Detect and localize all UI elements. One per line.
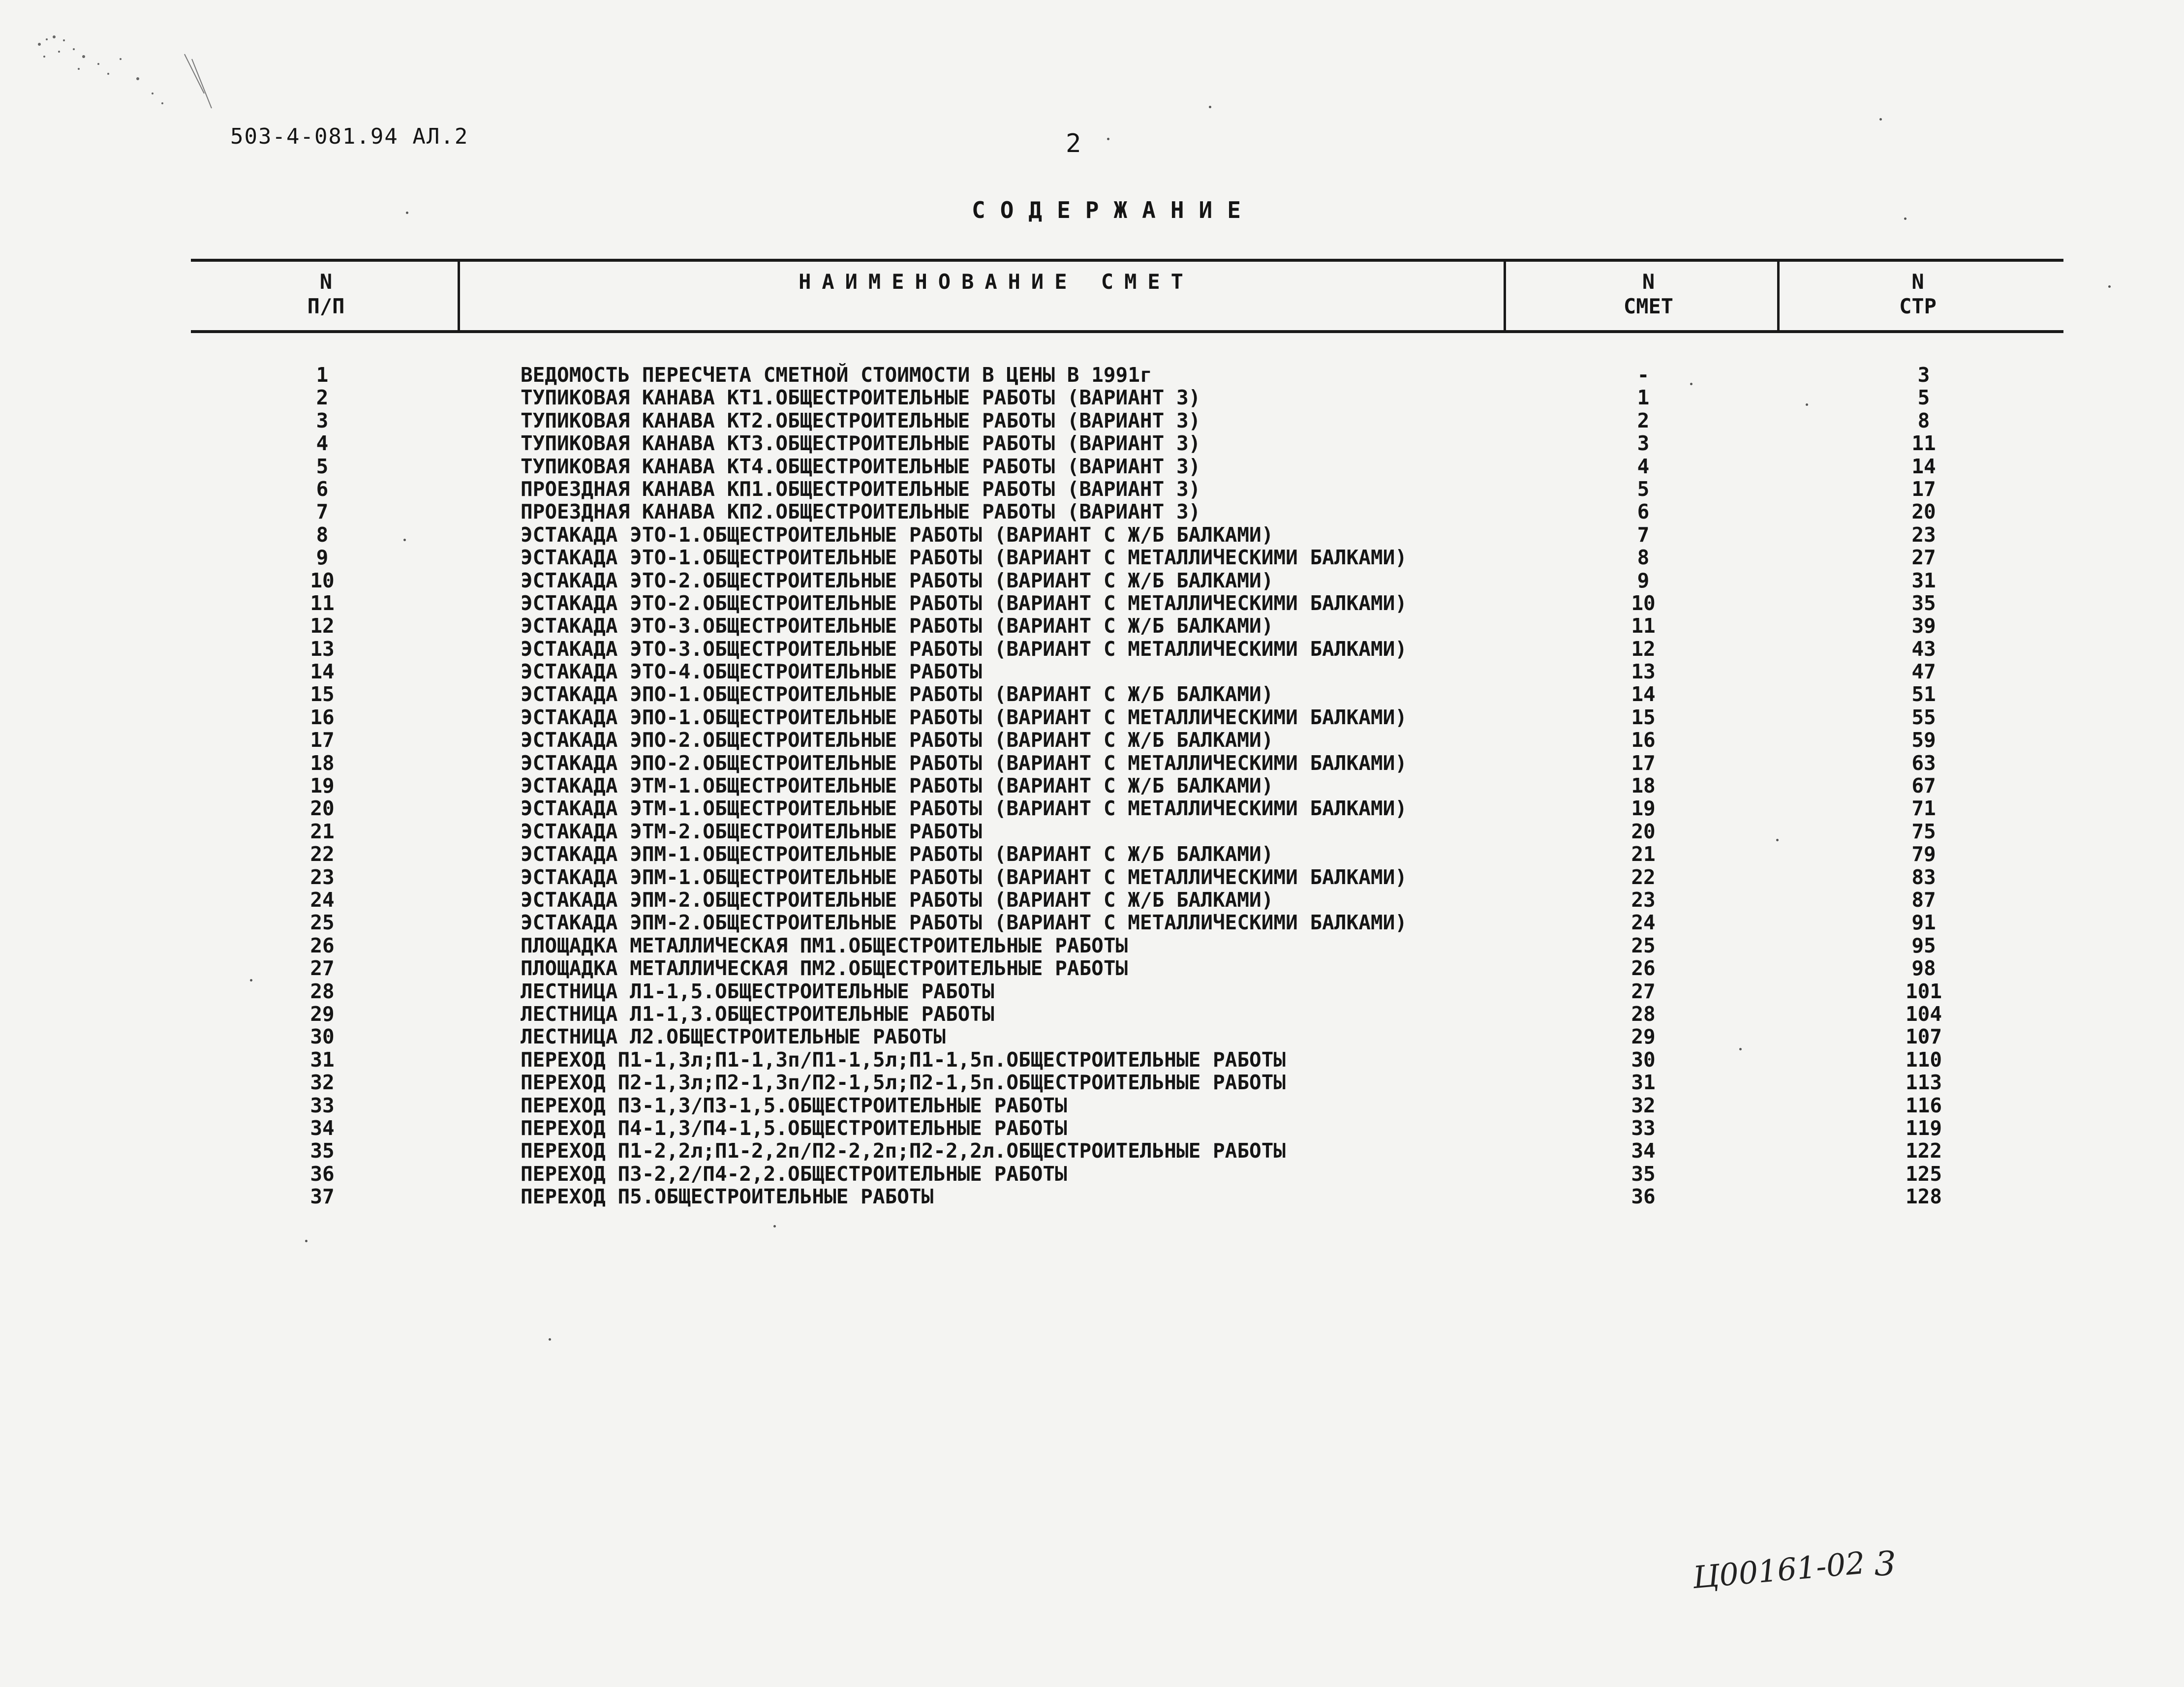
row-estimate-name: ЭСТАКАДА ЭТО-2.ОБЩЕСТРОИТЕЛЬНЫЕ РАБОТЫ (ВАРИАНТ С Ж/Б БАЛКАМИ) [521,568,1274,592]
row-estimate-name: ПЛОЩАДКА МЕТАЛЛИЧЕСКАЯ ПМ1.ОБЩЕСТРОИТЕЛЬНЫЕ РАБОТЫ [521,933,1128,957]
row-page-number: 87 [1911,888,1936,912]
table-row [0,1071,2184,1094]
scan-speck [1879,118,1882,121]
row-estimate-number: 36 [1631,1185,1656,1209]
row-page-number: 47 [1911,660,1936,684]
table-row [0,1185,2184,1208]
row-page-number: 63 [1911,751,1936,775]
scan-speck [250,979,252,982]
row-page-number: 59 [1911,728,1936,752]
column-header-number [192,270,460,319]
row-estimate-number: 32 [1631,1093,1656,1117]
row-page-number: 119 [1905,1116,1942,1140]
row-page-number: 43 [1911,637,1936,661]
row-number: 10 [310,568,335,592]
row-estimate-number: 35 [1631,1162,1656,1186]
row-estimate-number: 9 [1637,568,1650,592]
document-code: 503-4-081.94 АЛ.2 [230,124,469,149]
row-estimate-name: ПЕРЕХОД П1-1,3л;П1-1,3п/П1-1,5л;П1-1,5п.ОБЩЕСТРОИТЕЛЬНЫЕ РАБОТЫ [521,1047,1286,1072]
row-estimate-number: 3 [1637,431,1650,456]
row-estimate-name: ПЕРЕХОД П3-2,2/П4-2,2.ОБЩЕСТРОИТЕЛЬНЫЕ РАБОТЫ [521,1162,1067,1186]
row-number: 37 [310,1185,335,1209]
table-row [0,774,2184,797]
row-estimate-name: ЭСТАКАДА ЭПО-2.ОБЩЕСТРОИТЕЛЬНЫЕ РАБОТЫ (ВАРИАНТ С Ж/Б БАЛКАМИ) [521,728,1274,752]
sheet-number: 2 [1066,129,1081,158]
row-estimate-number: 11 [1631,614,1656,638]
row-estimate-name: ПРОЕЗДНАЯ КАНАВА КП1.ОБЩЕСТРОИТЕЛЬНЫЕ РАБОТЫ (ВАРИАНТ 3) [521,477,1201,501]
row-page-number: 23 [1911,522,1936,547]
handwritten-page-number: 3 [1875,1545,1896,1584]
table-row [0,729,2184,751]
row-estimate-number: 10 [1631,591,1656,615]
table-row [0,638,2184,660]
row-estimate-name: ЭСТАКАДА ЭТО-1.ОБЩЕСТРОИТЕЛЬНЫЕ РАБОТЫ (ВАРИАНТ С Ж/Б БАЛКАМИ) [521,522,1274,547]
table-header-bottom-rule [191,330,2063,333]
table-row [0,820,2184,843]
scan-speck [1209,106,1211,108]
table-row [0,455,2184,478]
row-number: 24 [310,888,335,912]
row-estimate-number: 29 [1631,1025,1656,1049]
row-estimate-name: ЛЕСТНИЦА Л1-1,3.ОБЩЕСТРОИТЕЛЬНЫЕ РАБОТЫ [521,1002,994,1026]
table-row [0,1139,2184,1162]
row-estimate-name: ЭСТАКАДА ЭТМ-2.ОБЩЕСТРОИТЕЛЬНЫЕ РАБОТЫ [521,819,982,843]
row-page-number: 125 [1905,1162,1942,1186]
row-estimate-name: ЭСТАКАДА ЭТО-4.ОБЩЕСТРОИТЕЛЬНЫЕ РАБОТЫ [521,660,982,684]
scan-noise-corner [10,10,216,157]
table-row [0,386,2184,409]
row-number: 21 [310,819,335,843]
row-estimate-name: ЭСТАКАДА ЭТО-3.ОБЩЕСТРОИТЕЛЬНЫЕ РАБОТЫ (ВАРИАНТ С МЕТАЛЛИЧЕСКИМИ БАЛКАМИ) [521,637,1407,661]
column-header-page-line1: N [1911,270,1924,294]
table-row [0,523,2184,546]
row-estimate-number: 19 [1631,797,1656,821]
row-estimate-number: 22 [1631,865,1656,889]
scan-speck [1107,138,1109,140]
row-number: 36 [310,1162,335,1186]
scan-speck [773,1225,776,1227]
row-estimate-name: ЭСТАКАДА ЭПО-1.ОБЩЕСТРОИТЕЛЬНЫЕ РАБОТЫ (ВАРИАНТ С МЕТАЛЛИЧЕСКИМИ БАЛКАМИ) [521,705,1407,729]
row-estimate-number: 15 [1631,705,1656,729]
column-header-name: НАИМЕНОВАНИЕ СМЕТ [799,270,1194,294]
row-estimate-name: ПЕРЕХОД П2-1,3л;П2-1,3п/П2-1,5л;П2-1,5п.ОБЩЕСТРОИТЕЛЬНЫЕ РАБОТЫ [521,1071,1286,1095]
table-row [0,1003,2184,1025]
scan-speck [1806,403,1808,406]
row-estimate-number: 34 [1631,1139,1656,1163]
row-estimate-number: 6 [1637,500,1650,524]
row-estimate-name: ЭСТАКАДА ЭПМ-2.ОБЩЕСТРОИТЕЛЬНЫЕ РАБОТЫ (ВАРИАНТ С МЕТАЛЛИЧЕСКИМИ БАЛКАМИ) [521,911,1407,935]
row-number: 30 [310,1025,335,1049]
row-page-number: 71 [1911,797,1936,821]
column-header-estimate-line1: N [1642,270,1655,294]
row-estimate-number: 17 [1631,751,1656,775]
scan-speck [2108,285,2111,288]
row-number: 32 [310,1071,335,1095]
row-number: 3 [316,408,329,432]
row-number: 17 [310,728,335,752]
row-page-number: 95 [1911,933,1936,957]
row-number: 34 [310,1116,335,1140]
row-number: 26 [310,933,335,957]
row-estimate-name: ВЕДОМОСТЬ ПЕРЕСЧЕТА СМЕТНОЙ СТОИМОСТИ В ЦЕНЫ В 1991г [521,363,1152,387]
scan-speck [1904,217,1907,220]
row-estimate-number: 18 [1631,774,1656,798]
row-estimate-name: ЭСТАКАДА ЭПМ-1.ОБЩЕСТРОИТЕЛЬНЫЕ РАБОТЫ (ВАРИАНТ С Ж/Б БАЛКАМИ) [521,842,1274,866]
scan-speck [549,1338,551,1341]
row-estimate-name: ЭСТАКАДА ЭТО-1.ОБЩЕСТРОИТЕЛЬНЫЕ РАБОТЫ (ВАРИАНТ С МЕТАЛЛИЧЕСКИМИ БАЛКАМИ) [521,546,1407,570]
row-page-number: 128 [1905,1185,1942,1209]
row-estimate-number: 31 [1631,1071,1656,1095]
table-row [0,478,2184,500]
table-row [0,364,2184,386]
row-page-number: 75 [1911,819,1936,843]
row-number: 33 [310,1093,335,1117]
row-page-number: 67 [1911,774,1936,798]
row-page-number: 17 [1911,477,1936,501]
row-number: 31 [310,1047,335,1072]
row-estimate-name: ЭСТАКАДА ЭТМ-1.ОБЩЕСТРОИТЕЛЬНЫЕ РАБОТЫ (ВАРИАНТ С МЕТАЛЛИЧЕСКИМИ БАЛКАМИ) [521,797,1407,821]
row-number: 13 [310,637,335,661]
row-page-number: 3 [1917,363,1930,387]
row-number: 28 [310,979,335,1003]
row-estimate-name: ПРОЕЗДНАЯ КАНАВА КП2.ОБЩЕСТРОИТЕЛЬНЫЕ РАБОТЫ (ВАРИАНТ 3) [521,500,1201,524]
table-row [0,1117,2184,1139]
row-page-number: 31 [1911,568,1936,592]
row-estimate-name: ПЛОЩАДКА МЕТАЛЛИЧЕСКАЯ ПМ2.ОБЩЕСТРОИТЕЛЬНЫЕ РАБОТЫ [521,956,1128,981]
table-row [0,1025,2184,1048]
row-estimate-number: 30 [1631,1047,1656,1072]
row-estimate-name: ЭСТАКАДА ЭТО-3.ОБЩЕСТРОИТЕЛЬНЫЕ РАБОТЫ (ВАРИАНТ С Ж/Б БАЛКАМИ) [521,614,1274,638]
page-title: СОДЕРЖАНИЕ [972,197,1256,223]
row-page-number: 91 [1911,911,1936,935]
table-row [0,752,2184,774]
row-number: 4 [316,431,329,456]
row-number: 14 [310,660,335,684]
row-estimate-name: ТУПИКОВАЯ КАНАВА КТ3.ОБЩЕСТРОИТЕЛЬНЫЕ РАБОТЫ (ВАРИАНТ 3) [521,431,1201,456]
row-estimate-number: 12 [1631,637,1656,661]
table-row [0,546,2184,569]
table-row [0,409,2184,432]
row-page-number: 5 [1917,386,1930,410]
row-page-number: 55 [1911,705,1936,729]
table-row [0,592,2184,614]
scan-speck [403,539,406,541]
row-estimate-number: 2 [1637,408,1650,432]
table-row [0,866,2184,889]
column-divider [1504,260,1506,332]
column-header-page [1780,270,2056,319]
row-number: 11 [310,591,335,615]
table-row [0,660,2184,683]
row-page-number: 122 [1905,1139,1942,1163]
scan-speck [1739,1048,1742,1050]
row-page-number: 83 [1911,865,1936,889]
table-row [0,706,2184,729]
row-estimate-name: ЭСТАКАДА ЭПМ-2.ОБЩЕСТРОИТЕЛЬНЫЕ РАБОТЫ (ВАРИАНТ С Ж/Б БАЛКАМИ) [521,888,1274,912]
row-estimate-name: ЛЕСТНИЦА Л2.ОБЩЕСТРОИТЕЛЬНЫЕ РАБОТЫ [521,1025,946,1049]
table-row [0,889,2184,911]
row-estimate-name: ЭСТАКАДА ЭПО-2.ОБЩЕСТРОИТЕЛЬНЫЕ РАБОТЫ (ВАРИАНТ С МЕТАЛЛИЧЕСКИМИ БАЛКАМИ) [521,751,1407,775]
row-estimate-name: ПЕРЕХОД П5.ОБЩЕСТРОИТЕЛЬНЫЕ РАБОТЫ [521,1185,934,1209]
table-row [0,957,2184,980]
row-estimate-name: ТУПИКОВАЯ КАНАВА КТ1.ОБЩЕСТРОИТЕЛЬНЫЕ РАБОТЫ (ВАРИАНТ 3) [521,386,1201,410]
row-number: 15 [310,682,335,706]
row-page-number: 11 [1911,431,1936,456]
row-number: 27 [310,956,335,981]
row-estimate-name: ТУПИКОВАЯ КАНАВА КТ4.ОБЩЕСТРОИТЕЛЬНЫЕ РАБОТЫ (ВАРИАНТ 3) [521,454,1201,478]
row-estimate-number: 24 [1631,911,1656,935]
table-row [0,980,2184,1003]
row-number: 35 [310,1139,335,1163]
contents-table-body [0,364,2184,1208]
row-page-number: 110 [1905,1047,1942,1072]
row-page-number: 79 [1911,842,1936,866]
row-estimate-name: ЛЕСТНИЦА Л1-1,5.ОБЩЕСТРОИТЕЛЬНЫЕ РАБОТЫ [521,979,994,1003]
row-number: 8 [316,522,329,547]
column-header-estimate-line2: СМЕТ [1623,294,1674,318]
table-row [0,797,2184,820]
row-number: 25 [310,911,335,935]
column-header-page-line2: СТР [1899,294,1937,318]
row-estimate-number: 21 [1631,842,1656,866]
row-number: 23 [310,865,335,889]
row-estimate-number: 8 [1637,546,1650,570]
row-estimate-name: ЭСТАКАДА ЭТО-2.ОБЩЕСТРОИТЕЛЬНЫЕ РАБОТЫ (ВАРИАНТ С МЕТАЛЛИЧЕСКИМИ БАЛКАМИ) [521,591,1407,615]
row-number: 9 [316,546,329,570]
row-estimate-number: 7 [1637,522,1650,547]
row-estimate-name: ПЕРЕХОД П4-1,3/П4-1,5.ОБЩЕСТРОИТЕЛЬНЫЕ РАБОТЫ [521,1116,1067,1140]
row-page-number: 107 [1905,1025,1942,1049]
table-row [0,1048,2184,1071]
row-estimate-name: ЭСТАКАДА ЭПО-1.ОБЩЕСТРОИТЕЛЬНЫЕ РАБОТЫ (ВАРИАНТ С Ж/Б БАЛКАМИ) [521,682,1274,706]
row-number: 5 [316,454,329,478]
row-estimate-name: ПЕРЕХОД П1-2,2л;П1-2,2п/П2-2,2п;П2-2,2л.ОБЩЕСТРОИТЕЛЬНЫЕ РАБОТЫ [521,1139,1286,1163]
row-number: 6 [316,477,329,501]
row-page-number: 8 [1917,408,1930,432]
row-estimate-name: ЭСТАКАДА ЭПМ-1.ОБЩЕСТРОИТЕЛЬНЫЕ РАБОТЫ (ВАРИАНТ С МЕТАЛЛИЧЕСКИМИ БАЛКАМИ) [521,865,1407,889]
table-row [0,432,2184,455]
row-number: 18 [310,751,335,775]
row-number: 20 [310,797,335,821]
row-estimate-name: ЭСТАКАДА ЭТМ-1.ОБЩЕСТРОИТЕЛЬНЫЕ РАБОТЫ (ВАРИАНТ С Ж/Б БАЛКАМИ) [521,774,1274,798]
scan-speck [406,212,408,214]
row-estimate-number: 16 [1631,728,1656,752]
table-row [0,1163,2184,1185]
table-top-rule [191,259,2063,262]
table-row [0,500,2184,523]
handwritten-archive-code: Ц00161-02 [1691,1544,1867,1596]
scan-speck [305,1240,308,1242]
row-estimate-number: 23 [1631,888,1656,912]
row-number: 7 [316,500,329,524]
row-estimate-number: 5 [1637,477,1650,501]
row-estimate-number: 13 [1631,660,1656,684]
row-page-number: 104 [1905,1002,1942,1026]
row-number: 16 [310,705,335,729]
row-estimate-name: ТУПИКОВАЯ КАНАВА КТ2.ОБЩЕСТРОИТЕЛЬНЫЕ РАБОТЫ (ВАРИАНТ 3) [521,408,1201,432]
row-page-number: 27 [1911,546,1936,570]
table-row [0,614,2184,637]
row-number: 29 [310,1002,335,1026]
row-number: 2 [316,386,329,410]
row-estimate-number: 14 [1631,682,1656,706]
row-number: 1 [316,363,329,387]
row-page-number: 116 [1905,1093,1942,1117]
table-row [0,843,2184,865]
row-estimate-number: 27 [1631,979,1656,1003]
scan-speck [1690,383,1692,385]
table-row [0,934,2184,957]
row-number: 22 [310,842,335,866]
row-estimate-number: 4 [1637,454,1650,478]
row-estimate-number: 20 [1631,819,1656,843]
row-estimate-number: - [1637,363,1650,387]
column-header-number-line2: П/П [307,294,345,318]
row-page-number: 113 [1905,1071,1942,1095]
row-estimate-number: 25 [1631,933,1656,957]
table-row [0,1094,2184,1117]
row-page-number: 14 [1911,454,1936,478]
table-row [0,911,2184,934]
row-estimate-name: ПЕРЕХОД П3-1,3/П3-1,5.ОБЩЕСТРОИТЕЛЬНЫЕ РАБОТЫ [521,1093,1067,1117]
row-page-number: 98 [1911,956,1936,981]
row-number: 12 [310,614,335,638]
table-row [0,683,2184,705]
row-page-number: 101 [1905,979,1942,1003]
column-header-estimate [1507,270,1790,319]
row-estimate-number: 26 [1631,956,1656,981]
row-estimate-number: 28 [1631,1002,1656,1026]
row-number: 19 [310,774,335,798]
table-row [0,569,2184,592]
row-page-number: 51 [1911,682,1936,706]
row-estimate-number: 33 [1631,1116,1656,1140]
row-page-number: 20 [1911,500,1936,524]
scan-speck [1776,839,1779,841]
row-estimate-number: 1 [1637,386,1650,410]
row-page-number: 35 [1911,591,1936,615]
row-page-number: 39 [1911,614,1936,638]
column-header-number-line1: N [319,270,333,294]
